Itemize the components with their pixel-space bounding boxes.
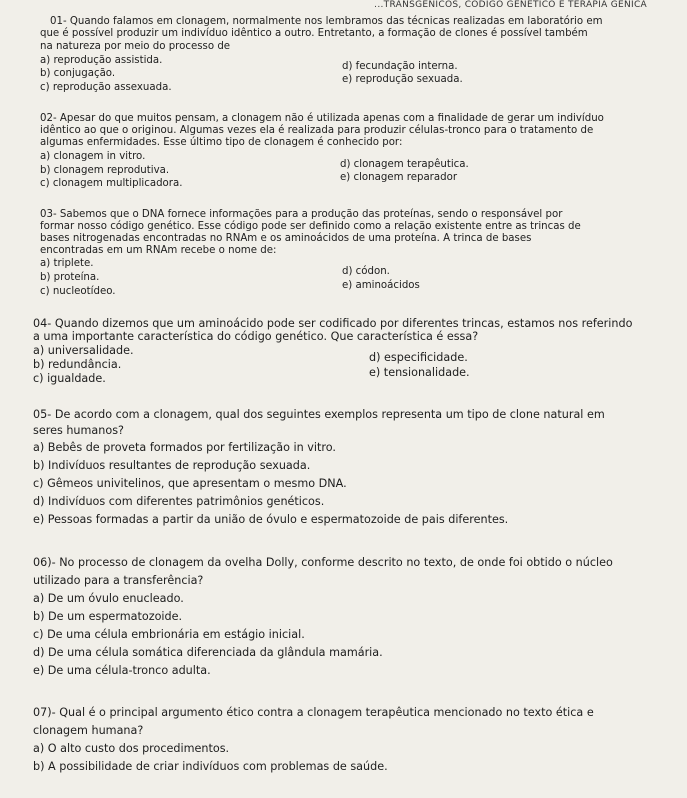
page-header: ...TRANSGÊNICOS, CÓDIGO GENÉTICO E TERAPIA GÊNICA bbox=[374, 0, 647, 10]
question-3-text-line-1: 03- Sabemos que o DNA fornece informações para a produção das proteínas, sendo o responsável por bbox=[40, 209, 563, 220]
question-2-text-line-1: 02- Apesar do que muitos pensam, a clonagem não é utilizada apenas com a finalidade de gerar um indivíduo bbox=[40, 113, 604, 124]
question-4-option-e: e) tensionalidade. bbox=[369, 366, 470, 379]
question-1-option-d: d) fecundação interna. bbox=[342, 61, 458, 72]
question-1-option-c: c) reprodução assexuada. bbox=[40, 82, 172, 93]
question-3-option-a: a) triplete. bbox=[40, 258, 94, 269]
question-7-option-b: b) A possibilidade de criar indivíduos com problemas de saúde. bbox=[33, 760, 388, 773]
question-2-text-line-3: algumas enfermidades. Esse último tipo de clonagem é conhecido por: bbox=[40, 137, 403, 148]
question-3-option-e: e) aminoácidos bbox=[342, 280, 420, 291]
question-2-option-c: c) clonagem multiplicadora. bbox=[40, 178, 183, 189]
question-4-option-b: b) redundância. bbox=[33, 358, 122, 371]
question-3-option-c: c) nucleotídeo. bbox=[40, 286, 116, 297]
question-2-text-line-2: idêntico ao que o originou. Algumas vezes ela é realizada para produzir células-tronco para o tratamento de bbox=[40, 125, 594, 136]
question-5-text-line-1: 05- De acordo com a clonagem, qual dos seguintes exemplos representa um tipo de clone natural em bbox=[33, 408, 605, 421]
question-7-option-a: a) O alto custo dos procedimentos. bbox=[33, 742, 230, 755]
question-1-option-a: a) reprodução assistida. bbox=[40, 55, 163, 66]
question-3-text-line-3: bases nitrogenadas encontradas no RNAm e os aminoácidos de uma proteína. A trinca de bases bbox=[40, 233, 532, 244]
question-4-option-c: c) igualdade. bbox=[33, 372, 106, 385]
question-3-option-d: d) códon. bbox=[342, 266, 390, 277]
question-7-text-line-1: 07)- Qual é o principal argumento ético contra a clonagem terapêutica mencionado no texto ética e bbox=[33, 706, 594, 719]
question-3-text-line-2: formar nosso código genético. Esse código pode ser definido como a relação existente entre as trincas de bbox=[40, 221, 581, 232]
question-5-option-c: c) Gêmeos univitelinos, que apresentam o mesmo DNA. bbox=[33, 477, 347, 490]
question-6-option-a: a) De um óvulo enucleado. bbox=[33, 592, 184, 605]
question-6-option-e: e) De uma célula-tronco adulta. bbox=[33, 664, 211, 677]
question-5-option-a: a) Bebês de proveta formados por fertilização in vitro. bbox=[33, 441, 336, 454]
question-5-text-line-2: seres humanos? bbox=[33, 424, 124, 437]
question-7-text-line-2: clonagem humana? bbox=[33, 724, 144, 737]
question-1-option-b: b) conjugação. bbox=[40, 68, 116, 79]
question-3-option-b: b) proteína. bbox=[40, 272, 100, 283]
question-1-text-line-3: na natureza por meio do processo de bbox=[40, 41, 231, 52]
question-6-option-c: c) De uma célula embrionária em estágio inicial. bbox=[33, 628, 305, 641]
question-5-option-d: d) Indivíduos com diferentes patrimônios genéticos. bbox=[33, 495, 325, 508]
question-2-option-b: b) clonagem reprodutiva. bbox=[40, 165, 170, 176]
question-4-option-d: d) especificidade. bbox=[369, 351, 468, 364]
question-1-text-line-1: 01- Quando falamos em clonagem, normalmente nos lembramos das técnicas realizadas em laboratório em bbox=[50, 16, 603, 27]
question-2-option-d: d) clonagem terapêutica. bbox=[340, 159, 469, 170]
question-6-option-d: d) De uma célula somática diferenciada da glândula mamária. bbox=[33, 646, 383, 659]
question-5-option-e: e) Pessoas formadas a partir da união de óvulo e espermatozoide de pais diferentes. bbox=[33, 513, 509, 526]
question-3-text-line-4: encontradas em um RNAm recebe o nome de: bbox=[40, 245, 277, 256]
question-4-text-line-1: 04- Quando dizemos que um aminoácido pode ser codificado por diferentes trincas, estamos nos referindo bbox=[33, 317, 633, 330]
question-2-option-e: e) clonagem reparador bbox=[340, 172, 458, 183]
question-5-option-b: b) Indivíduos resultantes de reprodução sexuada. bbox=[33, 459, 311, 472]
question-6-text-line-2: utilizado para a transferência? bbox=[33, 574, 204, 587]
question-6-text-line-1: 06)- No processo de clonagem da ovelha Dolly, conforme descrito no texto, de onde foi obtido o núcleo bbox=[33, 556, 613, 569]
question-2-option-a: a) clonagem in vitro. bbox=[40, 151, 146, 162]
question-1-option-e: e) reprodução sexuada. bbox=[342, 74, 463, 85]
question-1-text-line-2: que é possível produzir um indivíduo idêntico a outro. Entretanto, a formação de clones é possível também bbox=[40, 28, 588, 39]
question-4-text-line-2: a uma importante característica do código genético. Que característica é essa? bbox=[33, 330, 479, 343]
question-6-option-b: b) De um espermatozoide. bbox=[33, 610, 183, 623]
question-4-option-a: a) universalidade. bbox=[33, 344, 134, 357]
